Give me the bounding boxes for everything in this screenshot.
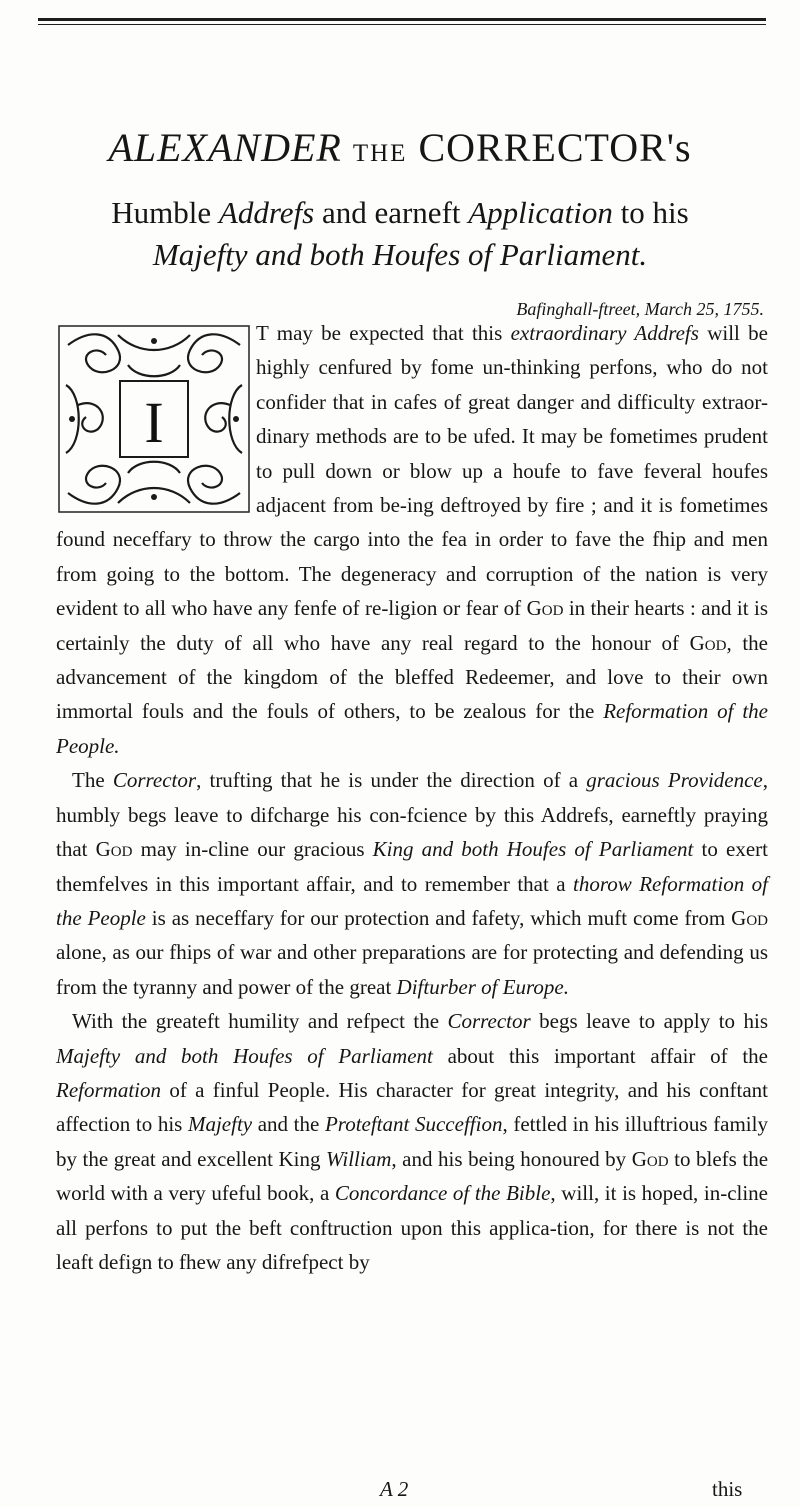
text-run: to exert themfelves in this important affair, and to remember that a bbox=[56, 837, 768, 896]
page-title bbox=[0, 124, 800, 171]
text-run: in their hearts : and it is certainly the duty of all who have any real regard to the honour of bbox=[56, 596, 768, 655]
text-run: , fettled in his illuftrious family by the great and excellent King bbox=[56, 1112, 768, 1171]
italic-run: Concordance of the Bible bbox=[334, 1181, 551, 1206]
text-run: T may be expected that this bbox=[256, 321, 511, 345]
catchword: this bbox=[712, 1477, 743, 1501]
text-run: is as neceffary for our protection and fafety, which muft come from bbox=[145, 905, 732, 930]
text-run: alone, as our fhips of war and other preparations are for protecting and defending us from the tyranny and power of the great bbox=[56, 940, 768, 999]
text-run: The bbox=[72, 768, 113, 793]
top-rule-thick bbox=[38, 18, 766, 21]
signature-mark: A 2 bbox=[380, 1477, 409, 1501]
initial-letter: I bbox=[144, 390, 164, 455]
text-run: , humbly begs leave to difcharge his con-fcience by this Addrefs, earneftly praying that bbox=[56, 768, 768, 862]
text-run: of a finful People. His character for great integrity, and his conftant affection to his bbox=[56, 1077, 768, 1137]
subtitle bbox=[0, 192, 800, 276]
page-footer bbox=[0, 1477, 800, 1507]
text-run: , trufting that he is under the direction of a bbox=[196, 768, 587, 793]
small-caps-run: God bbox=[731, 905, 768, 930]
italic-run: Majefty and both Houfes of Parliament bbox=[56, 1043, 433, 1068]
title-article: THE bbox=[352, 140, 408, 167]
italic-run: gracious Providence bbox=[586, 768, 763, 793]
small-caps-run: God bbox=[95, 837, 133, 862]
italic-run: King and both Houfes of Parliament bbox=[372, 837, 694, 862]
body-text bbox=[56, 316, 768, 1279]
small-caps-run: God bbox=[689, 630, 727, 655]
top-rule-thin bbox=[38, 24, 766, 25]
italic-run: extraordinary Addrefs bbox=[510, 321, 699, 345]
subtitle-line-2: Majefty and both Houfes of Parliament. bbox=[152, 237, 648, 272]
italic-run: Reformation bbox=[56, 1077, 161, 1102]
subtitle-text: and earneft bbox=[314, 195, 469, 230]
text-run: about this important affair of the bbox=[432, 1043, 769, 1068]
subtitle-text: Addrefs bbox=[218, 195, 315, 230]
text-run: to blefs the world with a very ufeful book, a bbox=[56, 1146, 769, 1206]
text-run: , and his being honoured by bbox=[391, 1146, 632, 1171]
subtitle-line-1 bbox=[0, 192, 800, 234]
text-run: , the advancement of the kingdom of the bleffed Redeemer, and love to their own immortal fouls and the fouls of others, to be zealous for the bbox=[56, 630, 768, 724]
subtitle-text: Application bbox=[468, 195, 613, 230]
italic-run: Proteftant Succeffion bbox=[324, 1112, 503, 1137]
title-rest: CORRECTOR's bbox=[418, 125, 692, 170]
text-run: , will, it is hoped, in-cline all perfons to put the beft conftruction upon this applica-tion, for there is not the leaft defign to fhew any difrefpect by bbox=[56, 1181, 769, 1274]
text-run: With the greateft humility and refpect the bbox=[72, 1009, 448, 1034]
italic-run: Majefty bbox=[187, 1112, 253, 1137]
initial-spacer bbox=[56, 316, 256, 514]
italic-run: Reformation of the People. bbox=[56, 699, 768, 758]
dateline: Bafinghall-ftreet, March 25, 1755. bbox=[516, 299, 764, 319]
italic-run: Corrector bbox=[447, 1009, 531, 1034]
text-run: may in-cline our gracious bbox=[132, 837, 373, 862]
italic-run: William bbox=[326, 1146, 392, 1171]
subtitle-text: to his bbox=[612, 195, 689, 230]
paragraph-2 bbox=[56, 763, 768, 1004]
paragraph-3 bbox=[56, 1004, 768, 1279]
text-run: will be highly cenfured by fome un-thinking perfons, who do not confider that in cafes of great danger and difficulty extraor-dinary methods are to be ufed. It may be fometimes prudent to pull down or blow up a houfe to fave feveral houfes adjacent from be-ing deftroyed by fire ; and it is fometimes found neceffary to throw the cargo into the fea in order to fave the fhip and men from going to the bottom. The degeneracy and corruption of the nation is very evident to all who have any fenfe of re-ligion or fear of bbox=[56, 321, 768, 621]
title-name: ALEXANDER bbox=[108, 125, 342, 170]
small-caps-run: God bbox=[526, 596, 564, 621]
small-caps-run: God bbox=[631, 1146, 669, 1171]
subtitle-text: Humble bbox=[111, 195, 219, 230]
text-run: and the bbox=[252, 1112, 325, 1137]
text-run: begs leave to apply to his bbox=[530, 1009, 768, 1034]
italic-run: thorow Reformation of the People bbox=[56, 871, 769, 930]
italic-run: Difturber of Europe. bbox=[396, 974, 570, 999]
italic-run: Corrector bbox=[112, 768, 197, 793]
